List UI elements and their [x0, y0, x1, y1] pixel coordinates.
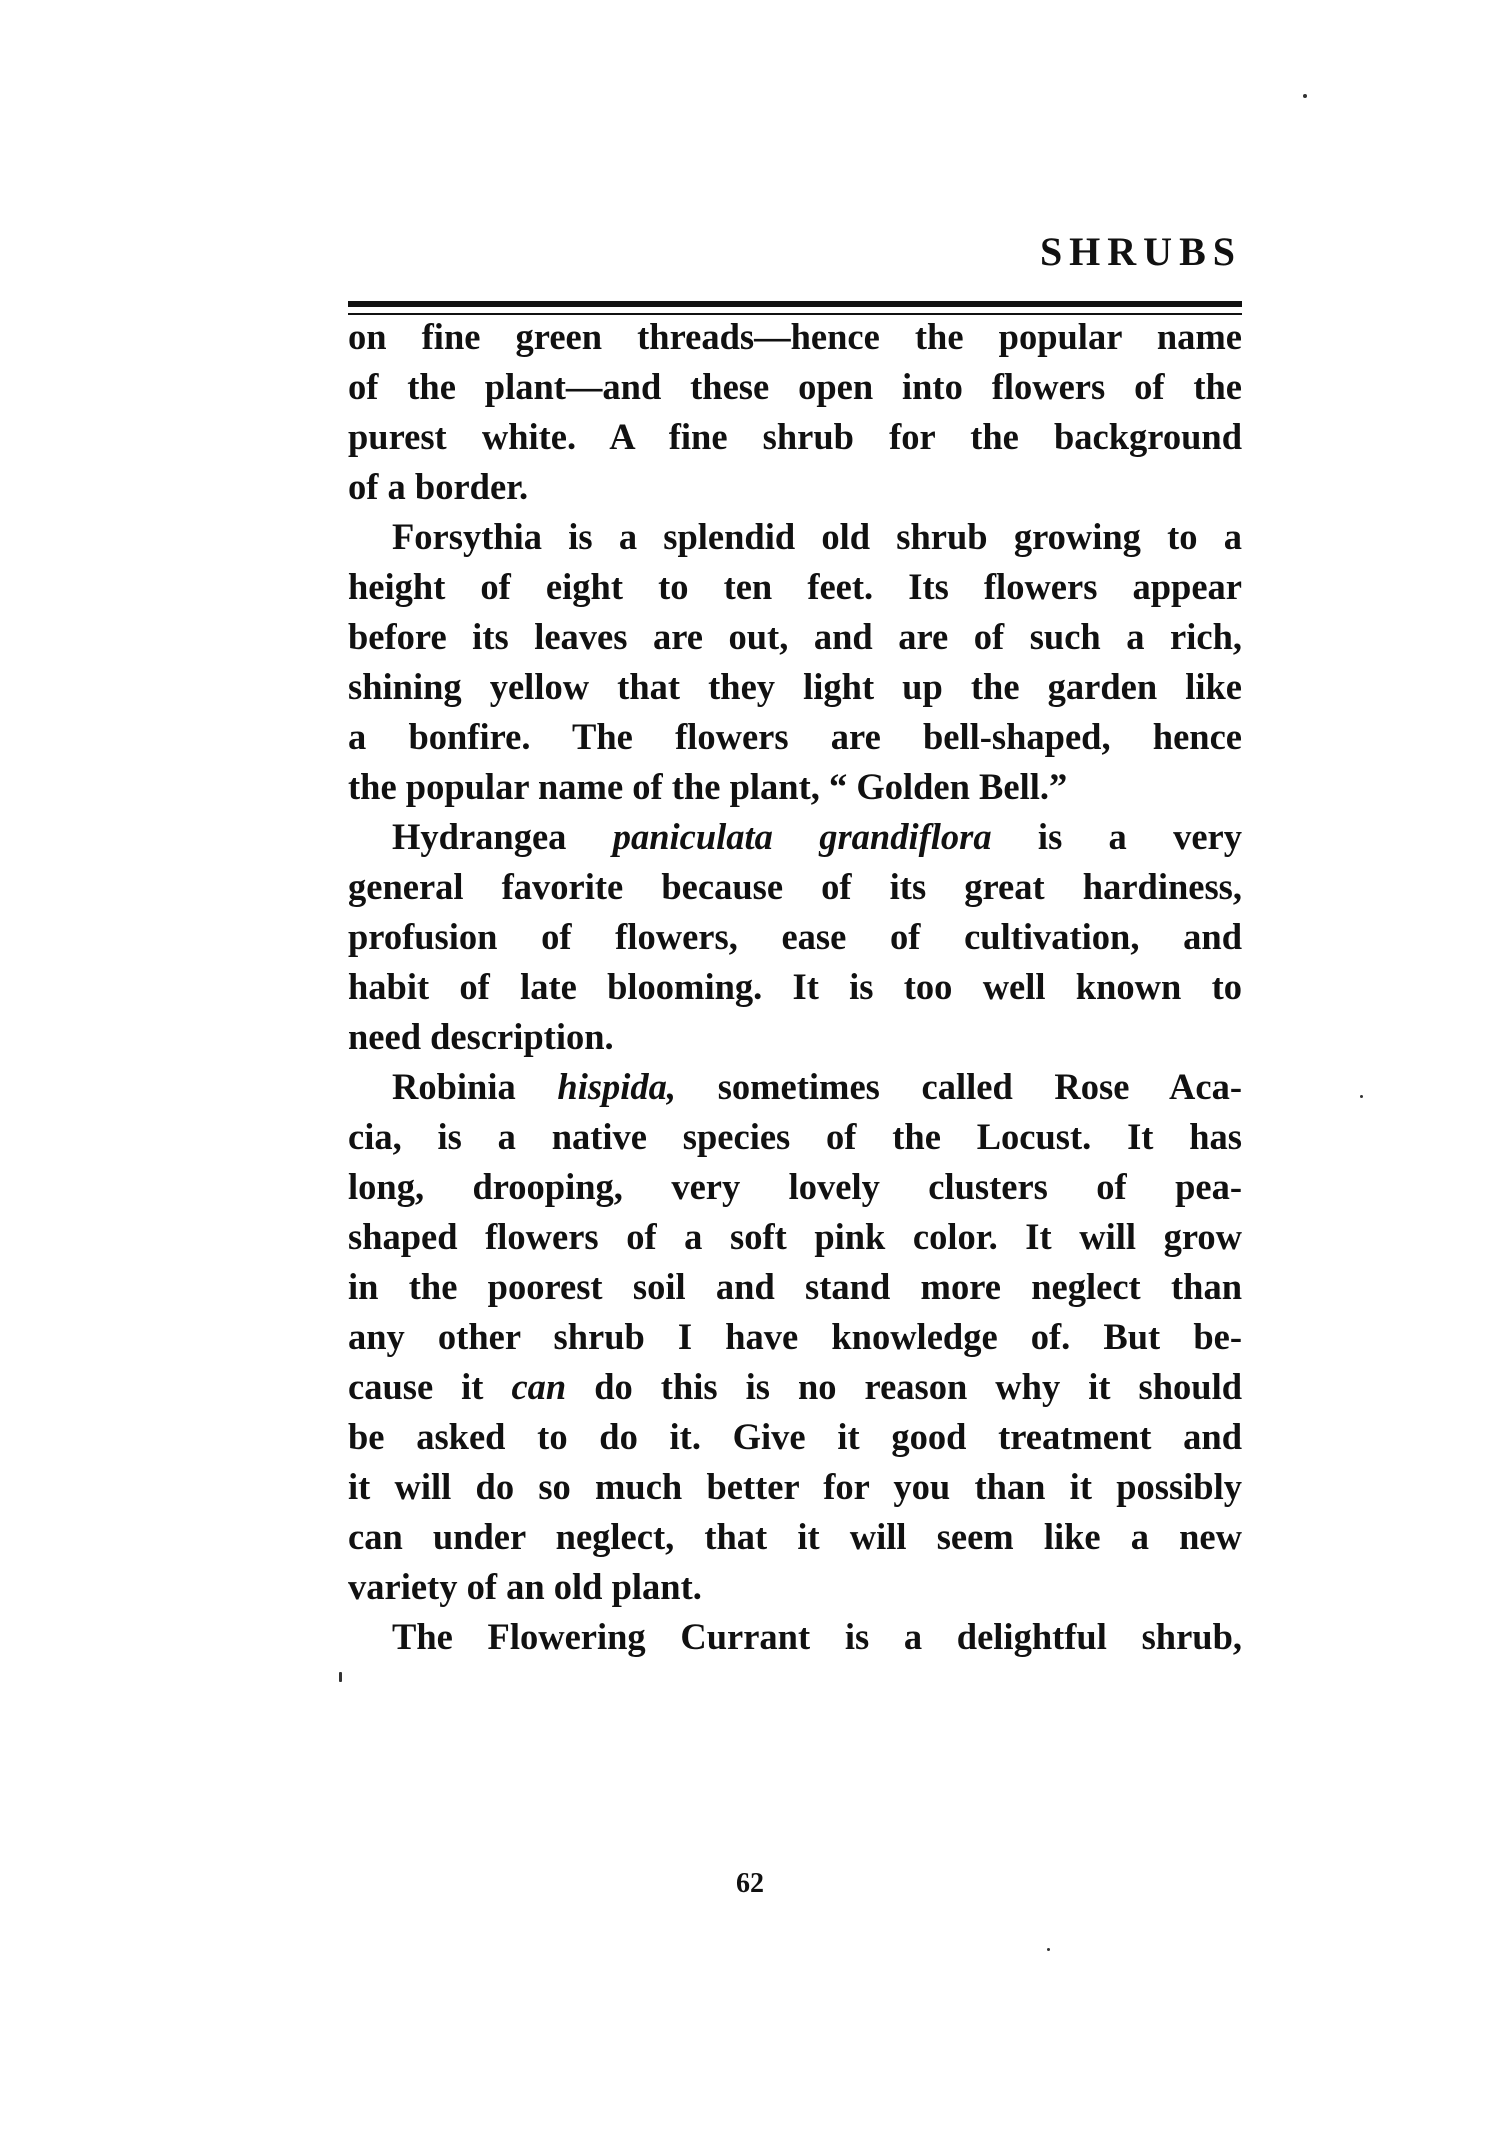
text-line: The Flowering Currant is a delightful shrub,: [392, 1616, 1242, 1657]
text-fragment: Hydrangea: [392, 816, 567, 857]
text-fragment: is a very: [1037, 816, 1243, 857]
text-line: habit of late blooming. It is too well known to: [348, 966, 1242, 1007]
running-head: SHRUBS: [1039, 229, 1242, 274]
text-line: shining yellow that they light up the garden like: [348, 666, 1242, 707]
text-line: purest white. A fine shrub for the background: [348, 416, 1242, 457]
scan-speck: [1047, 1948, 1050, 1951]
text-line: profusion of flowers, ease of cultivation, and: [348, 916, 1242, 957]
text-line: can under neglect, that it will seem like a new: [348, 1516, 1242, 1557]
text-line: any other shrub I have knowledge of. But be-: [348, 1316, 1242, 1357]
text-line-mixed: [348, 1062, 1242, 1112]
text-line-mixed: [348, 1362, 1242, 1412]
text-line: on fine green threads—hence the popular name: [348, 316, 1242, 357]
text-line: the popular name of the plant, “ Golden Bell.”: [348, 766, 1068, 807]
italic-term: can: [511, 1366, 567, 1407]
text-line: of a border.: [348, 466, 529, 507]
text-line: need description.: [348, 1016, 614, 1057]
scan-speck: [1303, 94, 1307, 98]
italic-term: hispida,: [557, 1066, 677, 1107]
text-line: be asked to do it. Give it good treatment and: [348, 1416, 1242, 1457]
text-line: general favorite because of its great hardiness,: [348, 866, 1242, 907]
text-fragment: Robinia: [392, 1066, 516, 1107]
text-line: it will do so much better for you than it possibly: [348, 1466, 1242, 1507]
text-line: cia, is a native species of the Locust. It has: [348, 1116, 1242, 1157]
scan-speck: [339, 1672, 342, 1682]
text-line: before its leaves are out, and are of such a rich,: [348, 616, 1242, 657]
text-line: Forsythia is a splendid old shrub growing to a: [392, 516, 1242, 557]
text-line-mixed: [348, 812, 1242, 862]
text-line: a bonfire. The flowers are bell-shaped, hence: [348, 716, 1242, 757]
text-line: in the poorest soil and stand more neglect than: [348, 1266, 1242, 1307]
text-line: long, drooping, very lovely clusters of pea-: [348, 1166, 1242, 1207]
scan-speck: [1360, 1095, 1363, 1098]
text-fragment: cause it: [348, 1366, 484, 1407]
page-number: 62: [736, 1868, 764, 1899]
text-fragment: sometimes called Rose Aca-: [717, 1066, 1242, 1107]
italic-term: paniculata grandiflora: [612, 816, 992, 857]
header-rule-thick: [348, 301, 1242, 307]
text-fragment: do this is no reason why it should: [594, 1366, 1243, 1407]
text-line: variety of an old plant.: [348, 1566, 702, 1607]
body-text: [348, 312, 1242, 1662]
text-line: height of eight to ten feet. Its flowers appear: [348, 566, 1242, 607]
text-line: of the plant—and these open into flowers of the: [348, 366, 1242, 407]
text-line: shaped flowers of a soft pink color. It will grow: [348, 1216, 1242, 1257]
